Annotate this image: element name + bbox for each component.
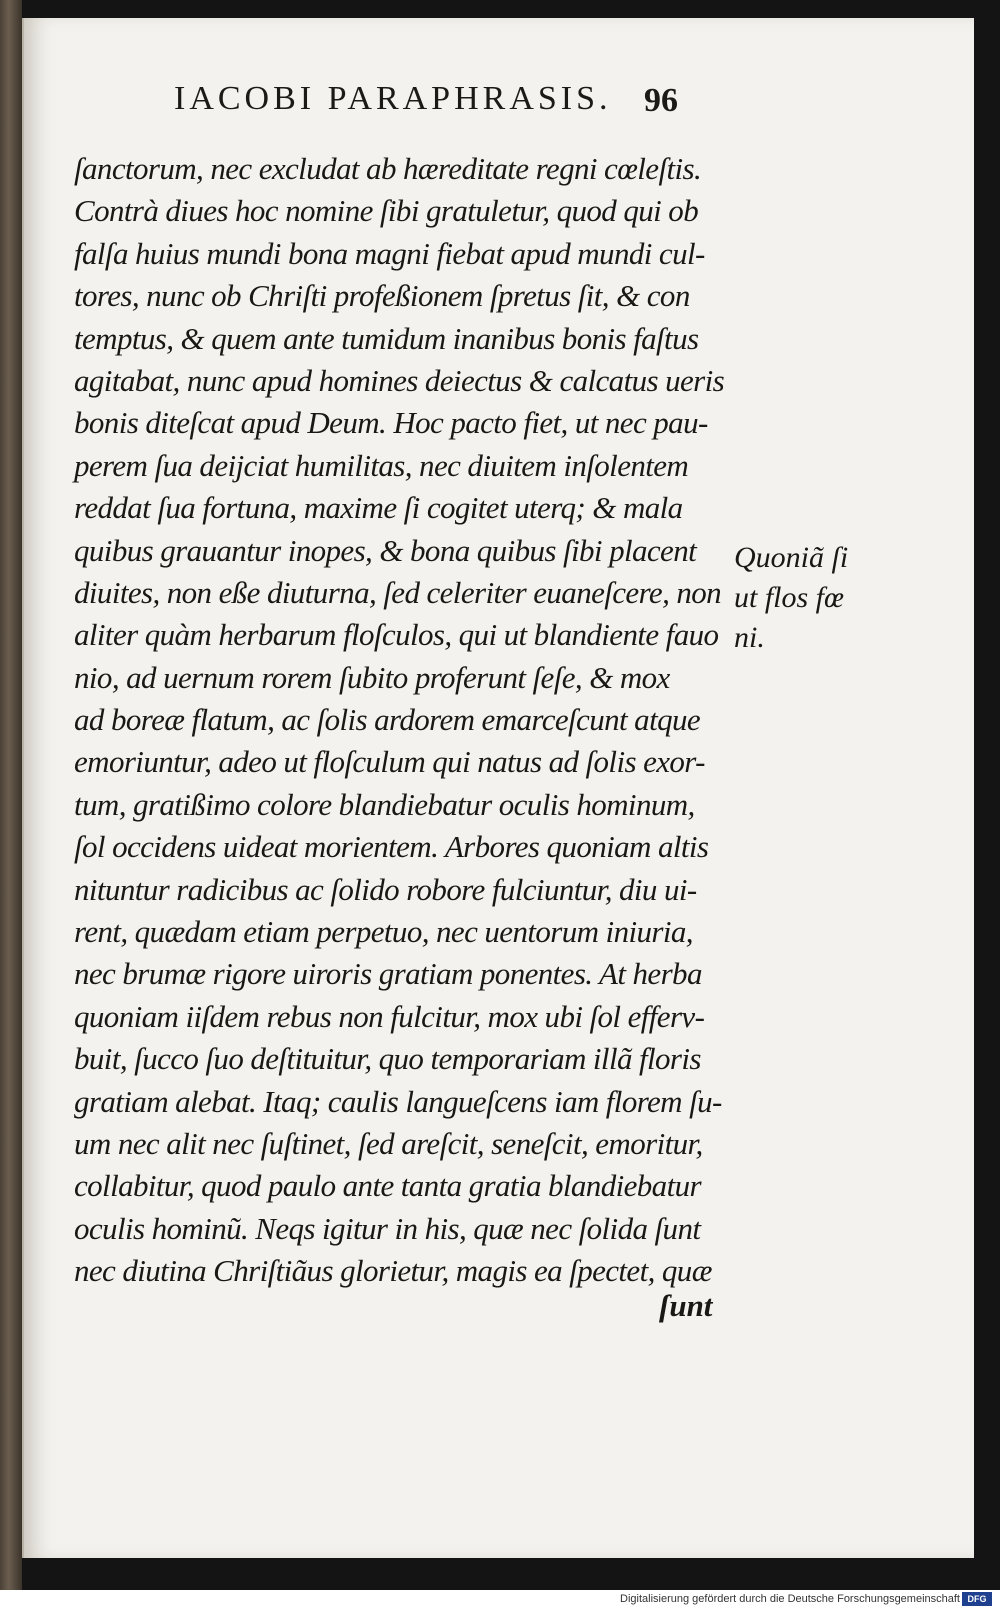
marginal-note-line: ut flos fœ	[734, 581, 845, 614]
marginal-note	[734, 538, 884, 658]
text-line: diuites, non eße diuturna, ſed celeriter euaneſcere, non	[74, 574, 722, 610]
text-line: ſol occidens uideat morientem. Arbores quoniam altis	[74, 829, 709, 865]
text-line: reddat ſua fortuna, maxime ſi cogitet uterq; & mala	[74, 490, 683, 526]
text-line: quibus grauantur inopes, & bona quibus ſibi placent	[74, 532, 697, 568]
page-header	[154, 80, 714, 130]
text-line: perem ſua deijciat humilitas, nec diuitem inſolentem	[74, 447, 689, 483]
funding-credit: Digitalisierung gefördert durch die Deutsche Forschungsgemeinschaft	[620, 1593, 960, 1605]
text-line: agitabat, nunc apud homines deiectus & calcatus ueris	[74, 362, 725, 398]
text-line: ſanctorum, nec excludat ab hæreditate regni cœleſtis.	[74, 151, 702, 186]
book-page	[22, 18, 974, 1558]
text-line: tores, nunc ob Chriſti profeßionem ſpretus ſit, & con	[74, 278, 690, 314]
marginal-note-line: ni.	[734, 621, 765, 654]
text-line: um nec alit nec ſuſtinet, ſed areſcit, seneſcit, emoritur,	[74, 1125, 703, 1161]
text-line: tum, gratißimo colore blandiebatur oculis hominum,	[74, 786, 695, 822]
text-line: bonis diteſcat apud Deum. Hoc pacto fiet, ut nec pau-	[74, 405, 708, 441]
book-binding	[0, 0, 22, 1590]
text-line: Contrà diues hoc nomine ſibi gratuletur, quod qui ob	[74, 193, 699, 229]
text-line: nituntur radicibus ac ſolido robore fulciuntur, diu ui-	[74, 871, 697, 907]
text-line: buit, ſucco ſuo deſtituitur, quo temporariam illã floris	[74, 1041, 701, 1077]
catchword: ſunt	[659, 1288, 713, 1323]
text-line: nec brumæ rigore uiroris gratiam ponentes. At herba	[74, 956, 702, 992]
text-line: rent, quædam etiam perpetuo, nec uentorum iniuria,	[74, 914, 693, 950]
body-text	[74, 148, 754, 1293]
text-line: aliter quàm herbarum floſculos, qui ut blandiente fauo	[74, 617, 719, 653]
page-number: 96	[644, 82, 678, 119]
marginal-note-line: Quoniã ſi	[734, 541, 849, 574]
text-line: falſa huius mundi bona magni fiebat apud mundi cul-	[74, 235, 705, 271]
dfg-logo: DFG	[962, 1592, 992, 1606]
text-line: quoniam iiſdem rebus non fulcitur, mox ubi ſol efferv-	[74, 998, 705, 1034]
text-line: nio, ad uernum rorem ſubito proferunt ſeſe, & mox	[74, 659, 670, 695]
text-line: temptus, & quem ante tumidum inanibus bonis faſtus	[74, 320, 699, 356]
text-line: oculis hominũ. Neqs igitur in his, quæ nec ſolida ſunt	[74, 1210, 701, 1246]
text-line: ad boreæ flatum, ac ſolis ardorem emarceſcunt atque	[74, 702, 701, 738]
text-line: nec diutina Chriſtiãus glorietur, magis ea ſpectet, quæ	[74, 1253, 712, 1289]
text-line: emoriuntur, adeo ut floſculum qui natus ad ſolis exor-	[74, 744, 705, 780]
running-head: IACOBI PARAPHRASIS.	[174, 80, 612, 117]
text-line: collabitur, quod paulo ante tanta gratia blandiebatur	[74, 1168, 701, 1204]
text-line: gratiam alebat. Itaq; caulis langueſcens iam florem ſu-	[74, 1083, 722, 1119]
